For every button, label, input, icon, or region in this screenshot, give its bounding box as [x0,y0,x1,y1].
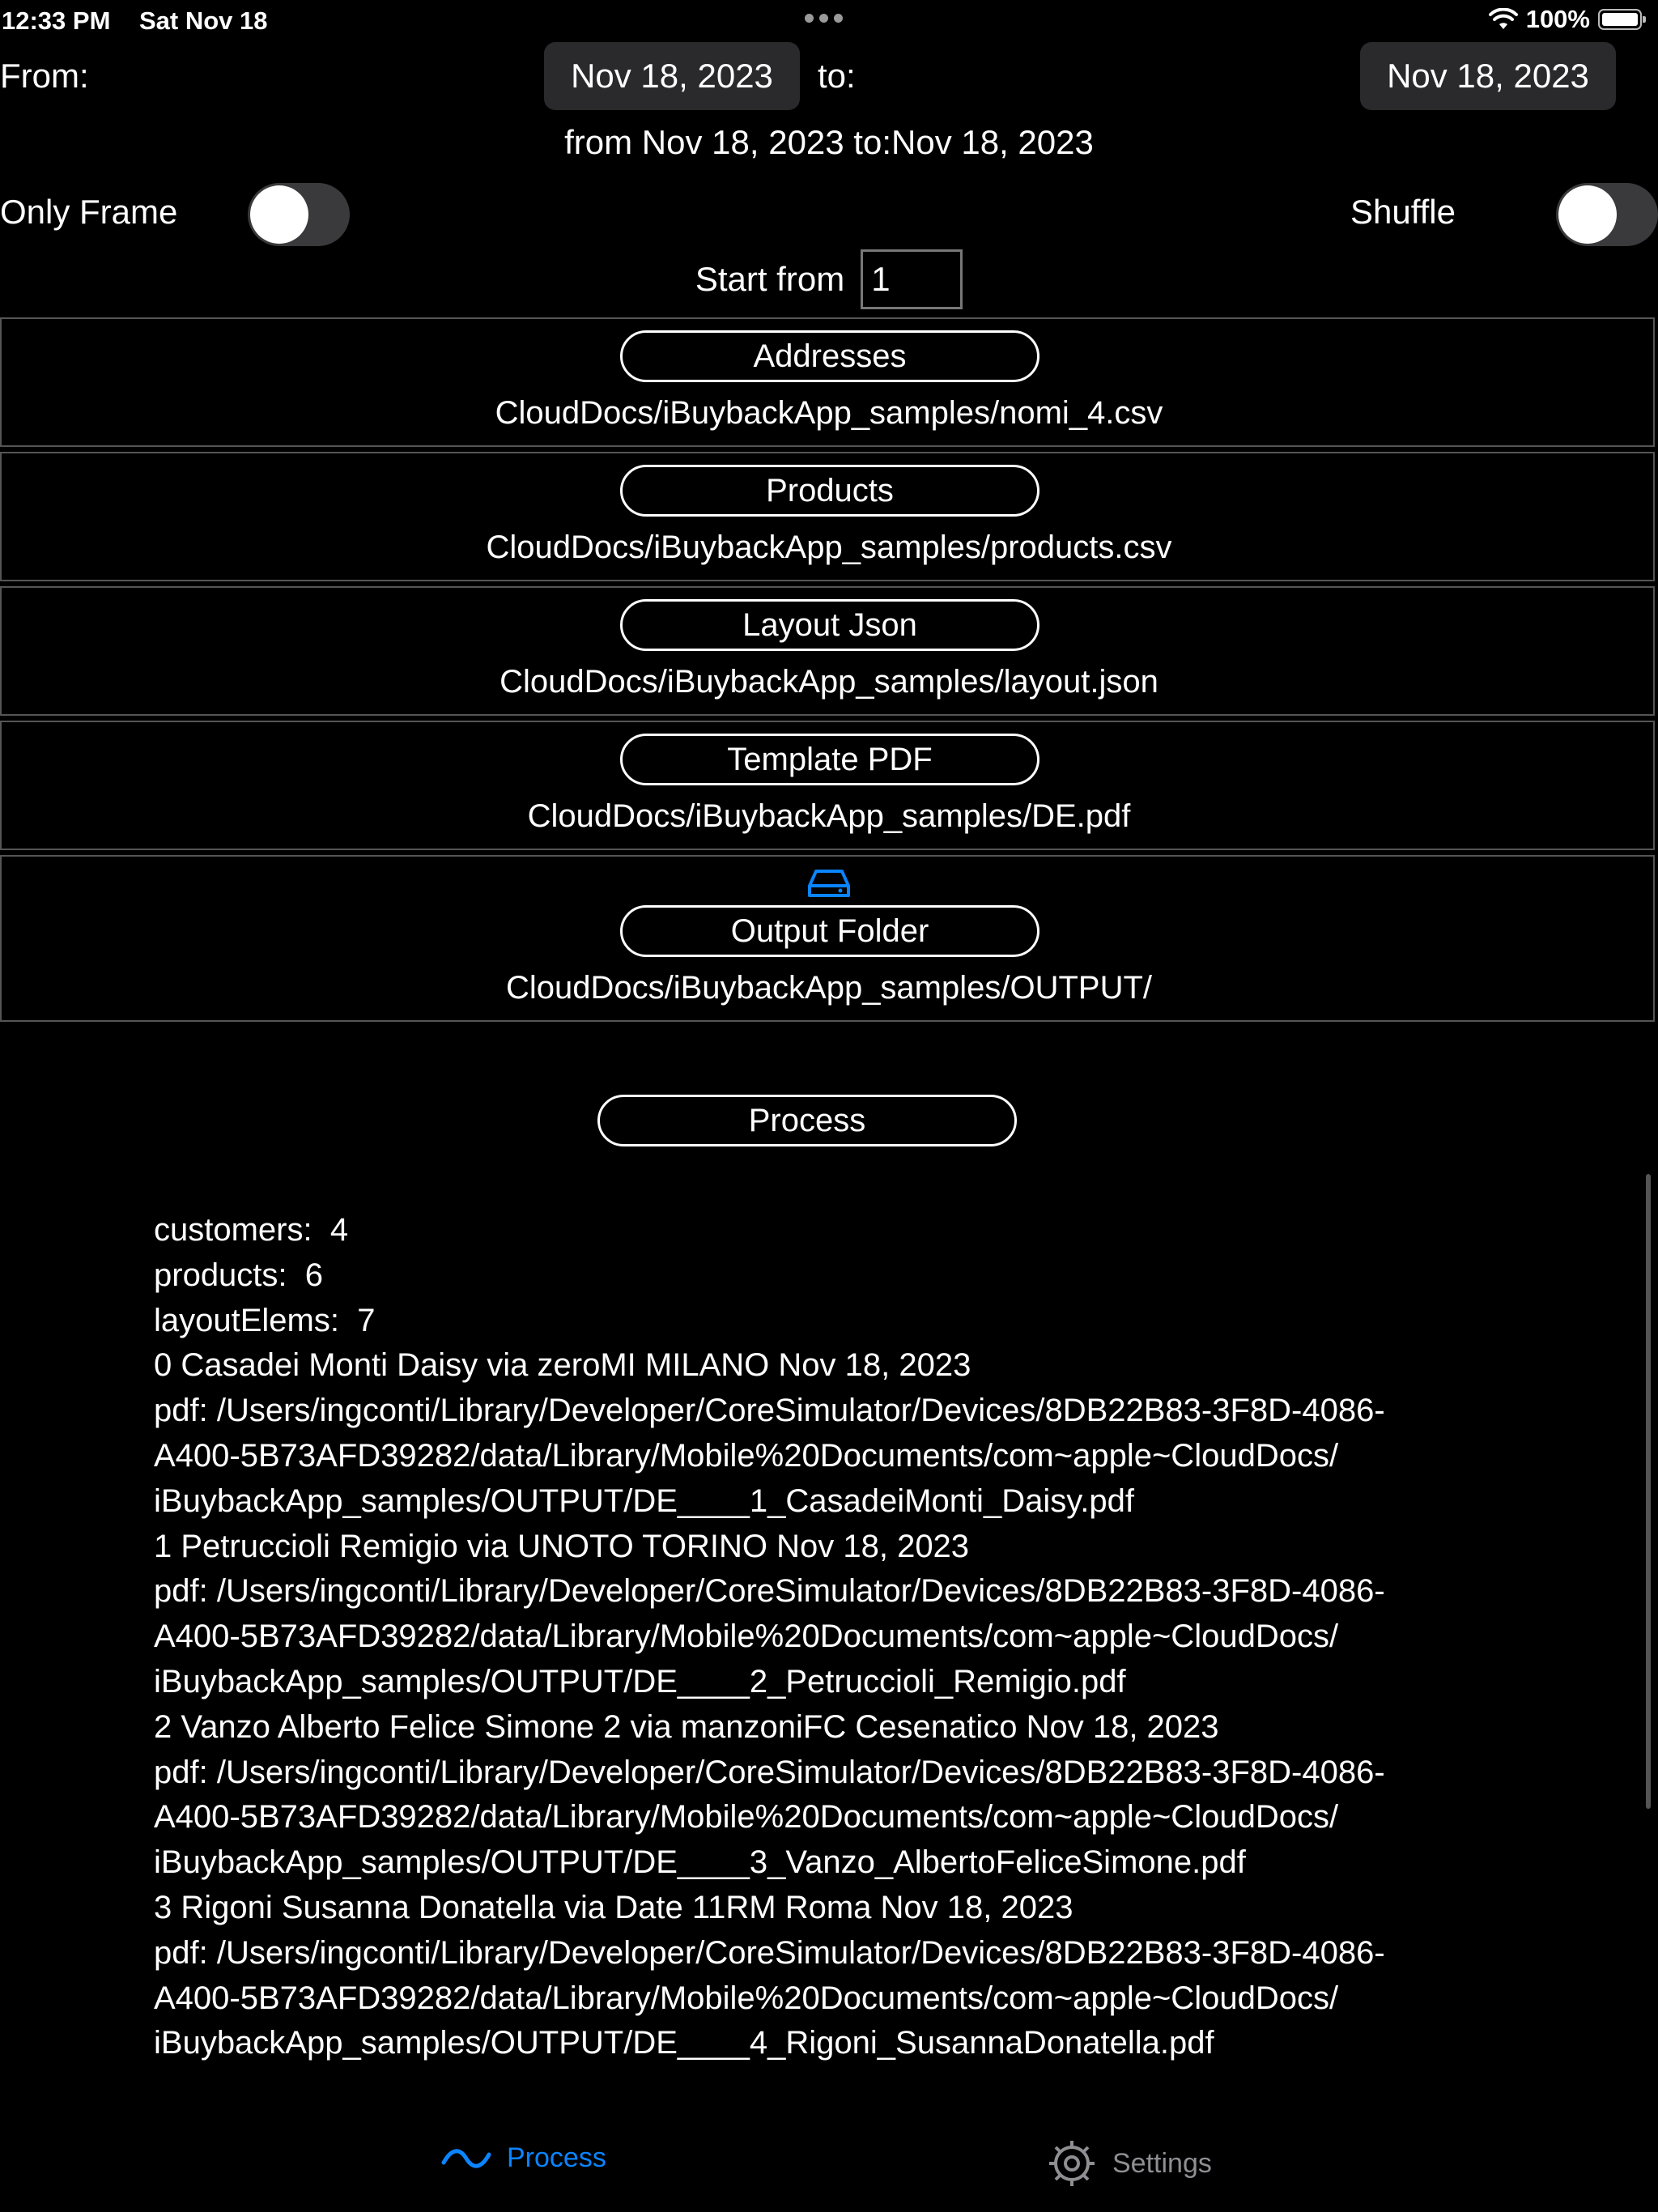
output-folder-button[interactable]: Output Folder [620,905,1039,957]
log-line: iBuybackApp_samples/OUTPUT/DE____4_Rigoni_SusannaDonatella.pdf [154,2025,1214,2061]
start-from-label: Start from [695,260,845,298]
layout-json-path: CloudDocs/iBuybackApp_samples/layout.json [500,664,1158,700]
only-frame-toggle[interactable] [248,183,350,246]
log-line: products: 6 [154,1257,324,1293]
start-from-row [0,249,1658,309]
status-date: Sat Nov 18 [139,6,268,35]
log-line: A400-5B73AFD39282/data/Library/Mobile%20Documents/com~apple~CloudDocs/ [154,1619,1339,1655]
output-folder-path: CloudDocs/iBuybackApp_samples/OUTPUT/ [505,970,1153,1006]
battery-icon [1598,9,1642,30]
status-time: 12:33 PM [2,6,111,35]
log-line: iBuybackApp_samples/OUTPUT/DE____2_Petruccioli_Remigio.pdf [154,1663,1126,1699]
tab-process-label: Process [507,2142,606,2173]
to-label: to: [818,57,856,95]
log-line: A400-5B73AFD39282/data/Library/Mobile%20Documents/com~apple~CloudDocs/ [154,1799,1339,1836]
log-line: A400-5B73AFD39282/data/Library/Mobile%20Documents/com~apple~CloudDocs/ [154,1980,1339,2016]
shuffle-label: Shuffle [1350,193,1456,231]
log-line: A400-5B73AFD39282/data/Library/Mobile%20Documents/com~apple~CloudDocs/ [154,1437,1339,1474]
addresses-section [0,317,1655,447]
log-scrollbar[interactable] [1646,1174,1651,1809]
addresses-button[interactable]: Addresses [620,330,1039,382]
log-line: iBuybackApp_samples/OUTPUT/DE____1_CasadeiMonti_Daisy.pdf [154,1482,1134,1519]
status-indicators [1489,5,1642,34]
battery-percent: 100% [1525,5,1590,33]
to-date-picker[interactable]: Nov 18, 2023 [1360,42,1616,110]
log-line: pdf: /Users/ingconti/Library/Developer/CoreSimulator/Devices/8DB22B83-3F8D-4086- [154,1573,1385,1610]
template-pdf-path: CloudDocs/iBuybackApp_samples/DE.pdf [527,798,1131,834]
wifi-icon [1489,8,1518,31]
only-frame-label: Only Frame [0,193,178,231]
drive-icon [808,868,850,899]
from-date-picker[interactable]: Nov 18, 2023 [544,42,800,110]
process-button[interactable]: Process [597,1095,1017,1146]
layout-json-button[interactable]: Layout Json [620,599,1039,651]
log-line: pdf: /Users/ingconti/Library/Developer/CoreSimulator/Devices/8DB22B83-3F8D-4086- [154,1754,1385,1790]
start-from-input[interactable] [861,249,963,309]
tab-settings-label: Settings [1112,2147,1212,2179]
tab-process[interactable] [440,2142,606,2174]
shuffle-toggle[interactable] [1556,183,1658,246]
gear-icon [1046,2138,1098,2189]
log-line: pdf: /Users/ingconti/Library/Developer/CoreSimulator/Devices/8DB22B83-3F8D-4086- [154,1934,1385,1971]
wave-icon [440,2146,492,2171]
addresses-path: CloudDocs/iBuybackApp_samples/nomi_4.csv [495,395,1163,431]
products-section [0,452,1655,581]
log-line: iBuybackApp_samples/OUTPUT/DE____3_Vanzo_AlbertoFeliceSimone.pdf [154,1844,1246,1881]
output-folder-section [0,855,1655,1022]
tab-settings[interactable] [1046,2138,1212,2189]
layout-json-section [0,586,1655,716]
log-line: 1 Petruccioli Remigio via UNOTO TORINO Nov 18, 2023 [154,1528,970,1564]
template-pdf-section [0,721,1655,850]
log-line: 3 Rigoni Susanna Donatella via Date 11RM Roma Nov 18, 2023 [154,1889,1073,1925]
log-line: pdf: /Users/ingconti/Library/Developer/CoreSimulator/Devices/8DB22B83-3F8D-4086- [154,1393,1385,1429]
date-range-summary: from Nov 18, 2023 to:Nov 18, 2023 [564,123,1094,161]
log-line: 2 Vanzo Alberto Felice Simone 2 via manzoniFC Cesenatico Nov 18, 2023 [154,1708,1219,1745]
template-pdf-button[interactable]: Template PDF [620,734,1039,785]
process-log [154,1208,1530,2066]
products-path: CloudDocs/iBuybackApp_samples/products.csv [486,530,1172,565]
log-line: 0 Casadei Monti Daisy via zeroMI MILANO Nov 18, 2023 [154,1347,971,1384]
log-line: customers: 4 [154,1212,349,1248]
log-line: layoutElems: 7 [154,1302,376,1338]
multitasking-dots[interactable] [805,14,843,23]
from-label: From: [0,57,89,95]
products-button[interactable]: Products [620,465,1039,517]
